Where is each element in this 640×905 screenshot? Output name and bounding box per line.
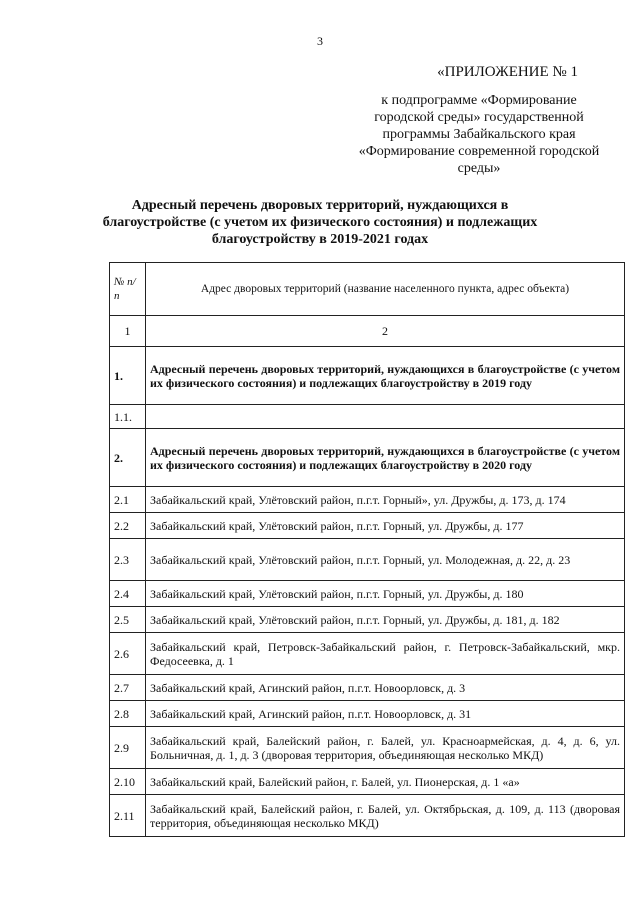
row-number: 2.7 — [110, 675, 146, 701]
table-row — [110, 581, 625, 607]
address-table — [109, 262, 625, 837]
table-row — [110, 675, 625, 701]
row-text: Забайкальский край, Агинский район, п.г.т. Новоорловск, д. 3 — [146, 675, 625, 701]
row-text: Забайкальский край, Агинский район, п.г.т. Новоорловск, д. 31 — [146, 701, 625, 727]
row-text: Забайкальский край, Улётовский район, п.г.т. Горный, ул. Дружбы, д. 181, д. 182 — [146, 607, 625, 633]
row-number: 2.3 — [110, 539, 146, 581]
table-row — [110, 405, 625, 429]
row-number: 2. — [110, 429, 146, 487]
row-number: 2.11 — [110, 795, 146, 837]
table-row — [110, 795, 625, 837]
row-text: Забайкальский край, Улётовский район, п.г.т. Горный», ул. Дружбы, д. 173, д. 174 — [146, 487, 625, 513]
header-number: № п/п — [110, 263, 146, 316]
table-row — [110, 487, 625, 513]
row-number: 2.9 — [110, 727, 146, 769]
row-text: Забайкальский край, Улётовский район, п.г.т. Горный, ул. Дружбы, д. 180 — [146, 581, 625, 607]
row-number: 1. — [110, 347, 146, 405]
table-row — [110, 727, 625, 769]
appendix-title: «ПРИЛОЖЕНИЕ № 1 — [437, 64, 578, 80]
row-number: 2.6 — [110, 633, 146, 675]
row-text: Забайкальский край, Улётовский район, п.г.т. Горный, ул. Молодежная, д. 22, д. 23 — [146, 539, 625, 581]
table-row — [110, 633, 625, 675]
document-title: Адресный перечень дворовых территорий, нуждающихся в благоустройстве (с учетом их физического состояния) и подлежащих благоустройству в 2019-2021 годах — [102, 198, 538, 247]
row-text: Забайкальский край, Петровск-Забайкальский район, г. Петровск-Забайкальский, мкр. Федосеевка, д. 1 — [146, 633, 625, 675]
column-number-2: 2 — [146, 316, 625, 347]
row-number: 2.8 — [110, 701, 146, 727]
table-row — [110, 701, 625, 727]
header-address: Адрес дворовых территорий (название населенного пункта, адрес объекта) — [146, 263, 625, 316]
row-text: Адресный перечень дворовых территорий, нуждающихся в благоустройстве (с учетом их физического состояния) и подлежащих благоустройству в 2019 году — [146, 347, 625, 405]
row-number: 1.1. — [110, 405, 146, 429]
row-text: Забайкальский край, Балейский район, г. Балей, ул. Красноармейская, д. 4, д. 6, ул. Больничная, д. 1, д. 3 (дворовая территория, объединяющая несколько МКД) — [146, 727, 625, 769]
appendix-subtitle: к подпрограмме «Формирование городской среды» государственной программы Забайкальского края «Формирование современной городской среды» — [358, 93, 600, 176]
row-number: 2.2 — [110, 513, 146, 539]
table-row — [110, 513, 625, 539]
section-row-2020 — [110, 429, 625, 487]
row-number: 2.1 — [110, 487, 146, 513]
section-row-2019 — [110, 347, 625, 405]
row-text — [146, 405, 625, 429]
row-number: 2.5 — [110, 607, 146, 633]
table-row — [110, 769, 625, 795]
column-number-row — [110, 316, 625, 347]
row-number: 2.4 — [110, 581, 146, 607]
row-text: Забайкальский край, Улётовский район, п.г.т. Горный, ул. Дружбы, д. 177 — [146, 513, 625, 539]
table-row — [110, 607, 625, 633]
table-header-row — [110, 263, 625, 316]
page-number: 3 — [317, 34, 323, 48]
row-text: Забайкальский край, Балейский район, г. Балей, ул. Пионерская, д. 1 «а» — [146, 769, 625, 795]
row-text: Адресный перечень дворовых территорий, нуждающихся в благоустройстве (с учетом их физического состояния) и подлежащих благоустройству в 2020 году — [146, 429, 625, 487]
row-text: Забайкальский край, Балейский район, г. Балей, ул. Октябрьская, д. 109, д. 113 (дворовая территория, объединяющая несколько МКД) — [146, 795, 625, 837]
table-row — [110, 539, 625, 581]
row-number: 2.10 — [110, 769, 146, 795]
column-number-1: 1 — [110, 316, 146, 347]
